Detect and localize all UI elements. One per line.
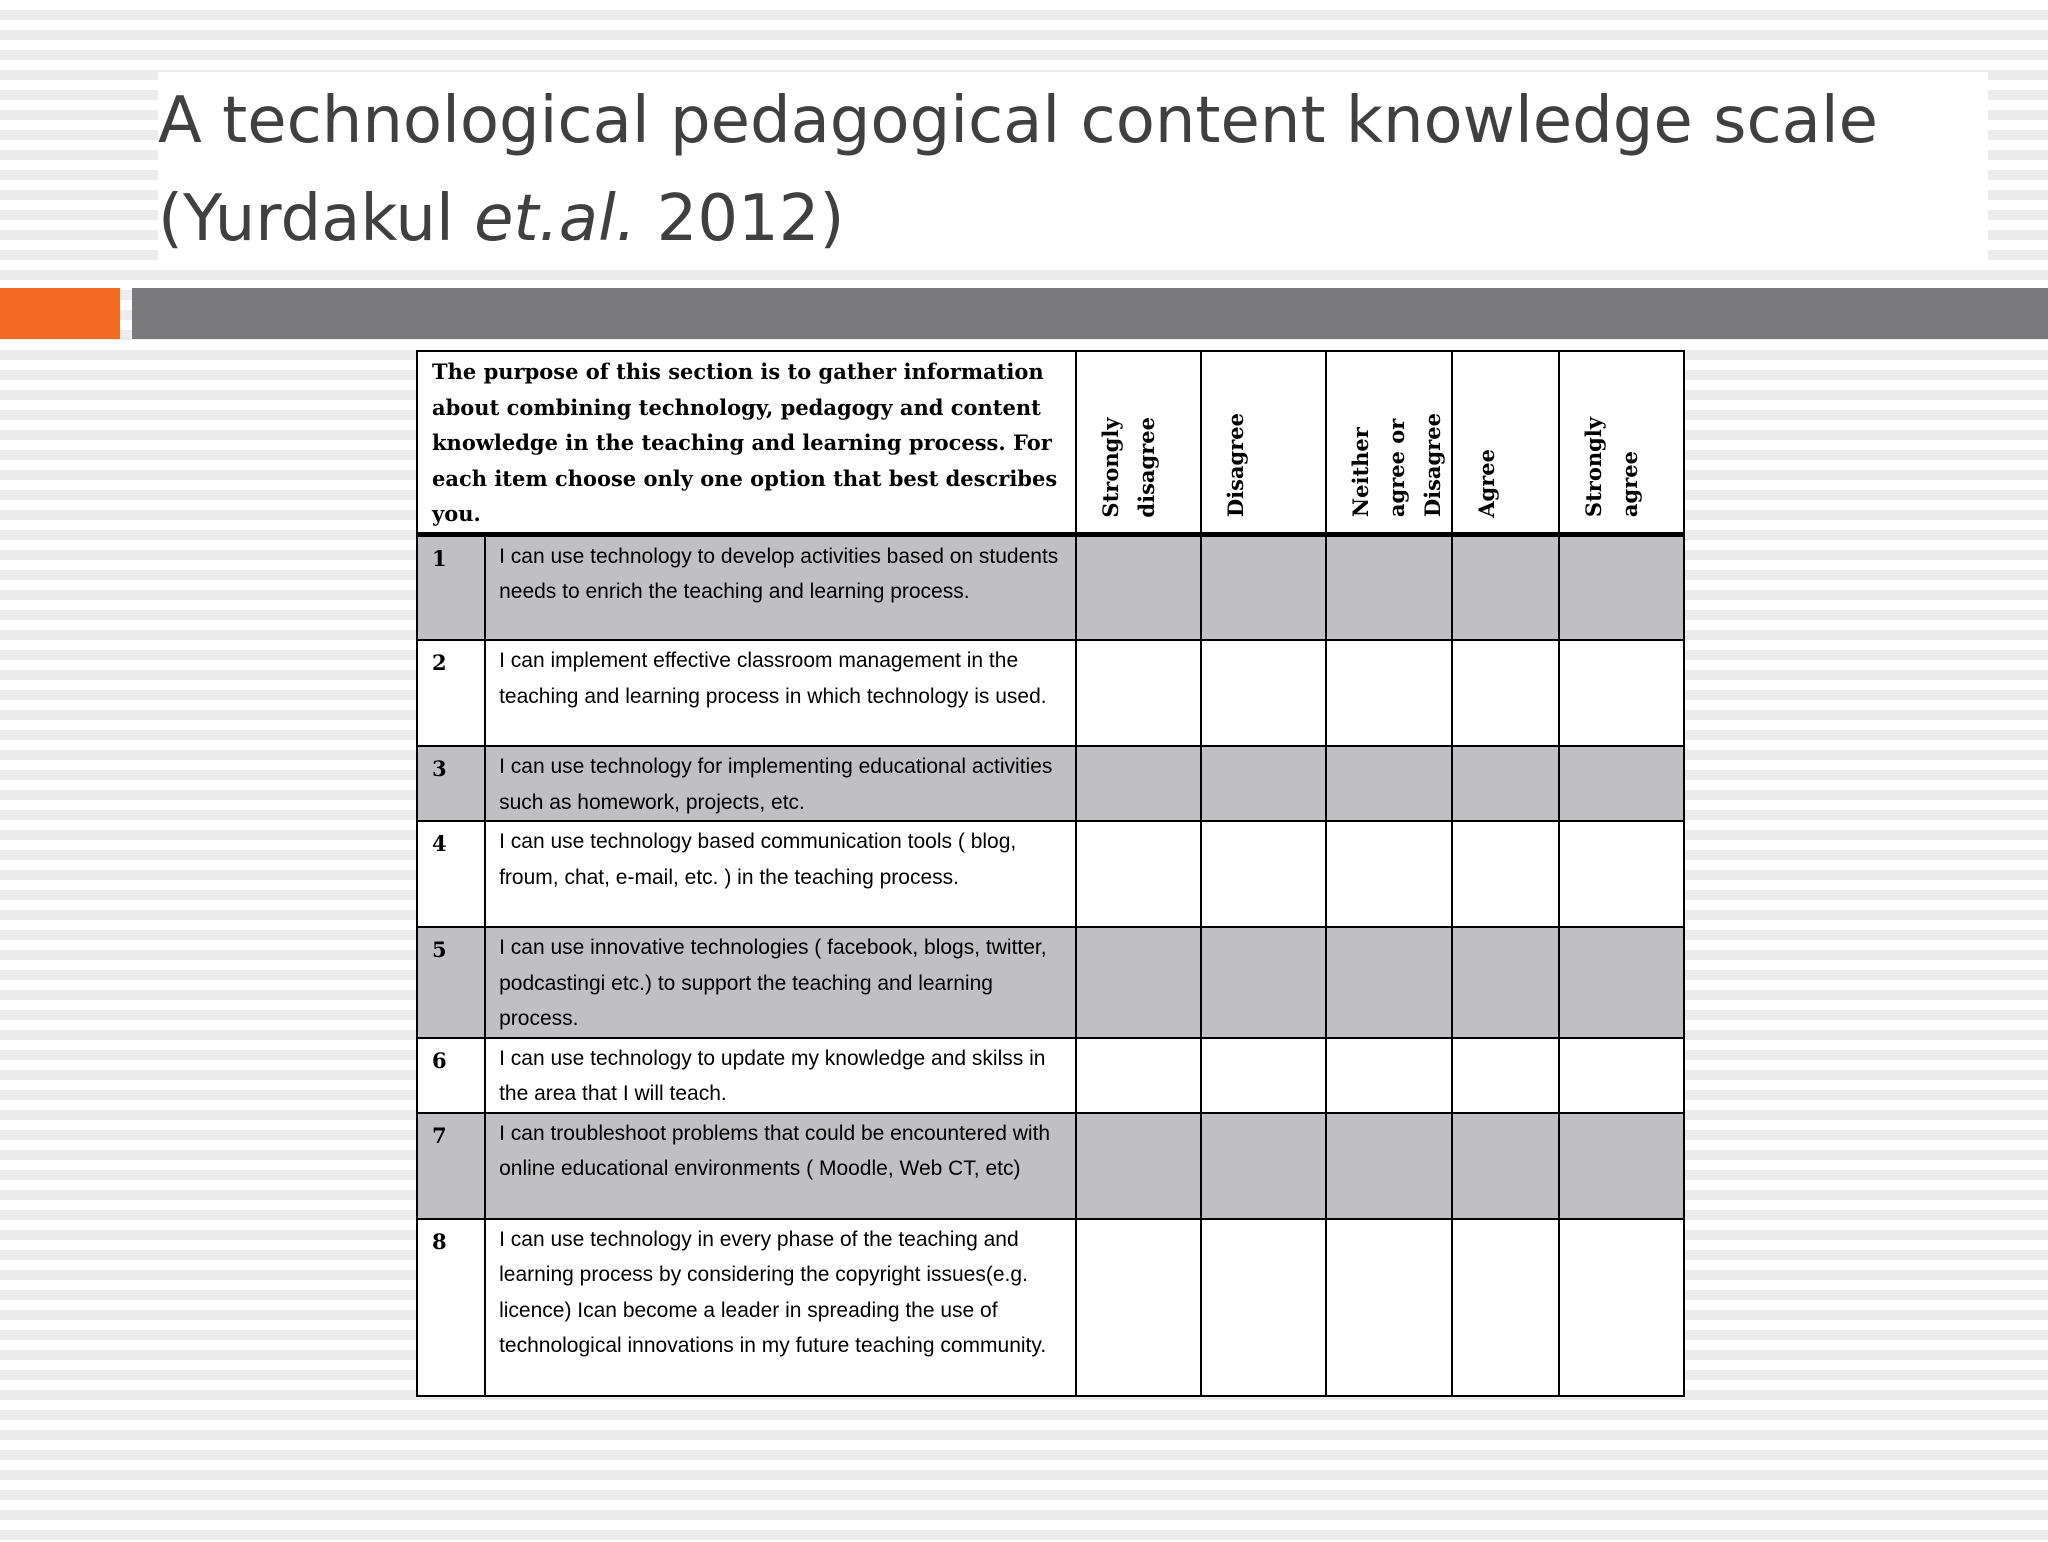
response-cell-neither[interactable] bbox=[1326, 534, 1451, 640]
response-cell-disagree[interactable] bbox=[1201, 1038, 1326, 1113]
response-cell-neither[interactable] bbox=[1326, 1038, 1451, 1113]
table-instructions: The purpose of this section is to gather information about combining technology, pedagogy and content knowledge in the teaching and learning process. For each item choose only one option that best describes you. bbox=[417, 351, 1076, 534]
tpack-scale-table bbox=[416, 350, 1685, 1397]
item-number: 8 bbox=[417, 1219, 485, 1396]
response-cell-neither[interactable] bbox=[1326, 746, 1451, 821]
item-number: 4 bbox=[417, 821, 485, 927]
scale-header-neither: Neither agree or Disagree bbox=[1326, 351, 1451, 534]
response-cell-strongly-disagree[interactable] bbox=[1076, 1219, 1201, 1396]
scale-header-agree: Agree bbox=[1452, 351, 1559, 534]
response-cell-agree[interactable] bbox=[1452, 1113, 1559, 1219]
response-cell-strongly-agree[interactable] bbox=[1559, 1038, 1684, 1113]
item-number: 5 bbox=[417, 927, 485, 1038]
response-cell-agree[interactable] bbox=[1452, 746, 1559, 821]
response-cell-strongly-disagree[interactable] bbox=[1076, 1038, 1201, 1113]
item-number: 2 bbox=[417, 640, 485, 746]
response-cell-neither[interactable] bbox=[1326, 640, 1451, 746]
title-citation-open: (Yurdakul bbox=[158, 182, 475, 256]
item-statement: I can use innovative technologies ( facebook, blogs, twitter, podcastingi etc.) to support the teaching and learning process. bbox=[485, 927, 1076, 1038]
response-cell-agree[interactable] bbox=[1452, 1219, 1559, 1396]
response-cell-neither[interactable] bbox=[1326, 1113, 1451, 1219]
response-cell-strongly-agree[interactable] bbox=[1559, 1113, 1684, 1219]
table-header-row bbox=[417, 351, 1684, 534]
item-statement: I can use technology to update my knowledge and skilss in the area that I will teach. bbox=[485, 1038, 1076, 1113]
response-cell-disagree[interactable] bbox=[1201, 927, 1326, 1038]
scale-header-strongly-disagree: Strongly disagree bbox=[1076, 351, 1201, 534]
response-cell-agree[interactable] bbox=[1452, 1038, 1559, 1113]
item-number: 6 bbox=[417, 1038, 485, 1113]
title-citation-close: 2012) bbox=[636, 182, 845, 256]
table-row bbox=[417, 1113, 1684, 1219]
item-statement: I can implement effective classroom management in the teaching and learning process in which technology is used. bbox=[485, 640, 1076, 746]
table-row bbox=[417, 1219, 1684, 1396]
response-cell-disagree[interactable] bbox=[1201, 640, 1326, 746]
response-cell-neither[interactable] bbox=[1326, 927, 1451, 1038]
response-cell-strongly-disagree[interactable] bbox=[1076, 640, 1201, 746]
response-cell-agree[interactable] bbox=[1452, 640, 1559, 746]
response-cell-strongly-agree[interactable] bbox=[1559, 927, 1684, 1038]
title-main: A technological pedagogical content knowledge scale bbox=[158, 84, 1879, 158]
table-row bbox=[417, 1038, 1684, 1113]
response-cell-disagree[interactable] bbox=[1201, 534, 1326, 640]
item-statement: I can troubleshoot problems that could be encountered with online educational environments ( Moodle, Web CT, etc) bbox=[485, 1113, 1076, 1219]
item-statement: I can use technology in every phase of the teaching and learning process by considering the copyright issues(e.g. licence) Ican become a leader in spreading the use of technological innovations in my future teaching community. bbox=[485, 1219, 1076, 1396]
response-cell-strongly-disagree[interactable] bbox=[1076, 534, 1201, 640]
response-cell-neither[interactable] bbox=[1326, 1219, 1451, 1396]
table-row bbox=[417, 534, 1684, 640]
scale-header-disagree: Disagree bbox=[1201, 351, 1326, 534]
accent-bar bbox=[0, 288, 120, 339]
response-cell-disagree[interactable] bbox=[1201, 821, 1326, 927]
table-row bbox=[417, 746, 1684, 821]
title-citation-italic: et.al. bbox=[474, 182, 637, 256]
table-row bbox=[417, 927, 1684, 1038]
table-row bbox=[417, 640, 1684, 746]
response-cell-strongly-disagree[interactable] bbox=[1076, 1113, 1201, 1219]
response-cell-strongly-agree[interactable] bbox=[1559, 821, 1684, 927]
response-cell-disagree[interactable] bbox=[1201, 1113, 1326, 1219]
divider-bar bbox=[132, 288, 2048, 339]
response-cell-strongly-agree[interactable] bbox=[1559, 534, 1684, 640]
response-cell-strongly-disagree[interactable] bbox=[1076, 746, 1201, 821]
item-number: 3 bbox=[417, 746, 485, 821]
response-cell-disagree[interactable] bbox=[1201, 746, 1326, 821]
response-cell-strongly-disagree[interactable] bbox=[1076, 927, 1201, 1038]
response-cell-neither[interactable] bbox=[1326, 821, 1451, 927]
response-cell-strongly-agree[interactable] bbox=[1559, 746, 1684, 821]
response-cell-strongly-disagree[interactable] bbox=[1076, 821, 1201, 927]
item-number: 7 bbox=[417, 1113, 485, 1219]
item-statement: I can use technology for implementing educational activities such as homework, projects, etc. bbox=[485, 746, 1076, 821]
slide-title bbox=[158, 72, 1988, 268]
response-cell-disagree[interactable] bbox=[1201, 1219, 1326, 1396]
response-cell-agree[interactable] bbox=[1452, 927, 1559, 1038]
item-statement: I can use technology to develop activities based on students needs to enrich the teaching and learning process. bbox=[485, 534, 1076, 640]
response-cell-strongly-agree[interactable] bbox=[1559, 1219, 1684, 1396]
scale-header-strongly-agree: Strongly agree bbox=[1559, 351, 1684, 534]
item-statement: I can use technology based communication tools ( blog, froum, chat, e-mail, etc. ) in the teaching process. bbox=[485, 821, 1076, 927]
table-row bbox=[417, 821, 1684, 927]
response-cell-agree[interactable] bbox=[1452, 534, 1559, 640]
response-cell-agree[interactable] bbox=[1452, 821, 1559, 927]
response-cell-strongly-agree[interactable] bbox=[1559, 640, 1684, 746]
item-number: 1 bbox=[417, 534, 485, 640]
